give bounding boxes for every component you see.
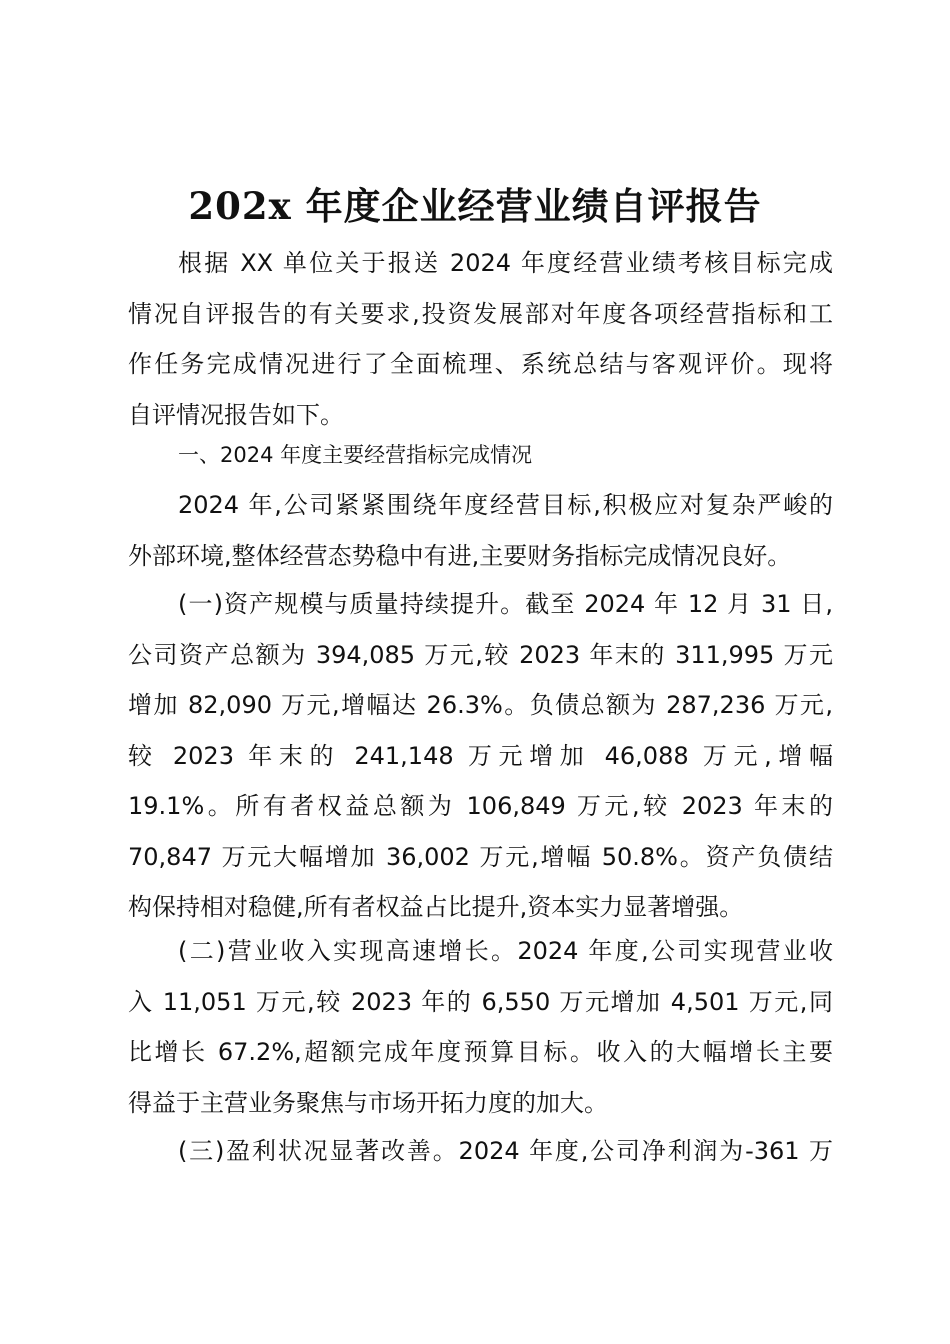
paragraph-line: 19.1%。所有者权益总额为 106,849 万元,较 2023 年末的 — [128, 792, 833, 820]
paragraph-line: 增加 82,090 万元,增幅达 26.3%。负债总额为 287,236 万元, — [128, 691, 833, 719]
assets-paragraph — [128, 579, 833, 933]
profit-paragraph — [128, 1126, 833, 1177]
section-heading-1 — [128, 430, 833, 481]
paragraph-line: 入 11,051 万元,较 2023 年的 6,550 万元增加 4,501 万元,同 — [128, 987, 833, 1016]
overview-paragraph — [128, 480, 833, 581]
paragraph-line: (二)营业收入实现高速增长。2024 年度,公司实现营业收 — [178, 937, 833, 965]
paragraph-line: 得益于主营业务聚焦与市场开拓力度的加大。 — [128, 1088, 608, 1117]
paragraph-line: 根据 XX 单位关于报送 2024 年度经营业绩考核目标完成 — [178, 249, 833, 277]
paragraph-line: 比增长 67.2%,超额完成年度预算目标。收入的大幅增长主要 — [128, 1038, 833, 1066]
paragraph-line: 作任务完成情况进行了全面梳理、系统总结与客观评价。现将 — [128, 350, 833, 378]
revenue-paragraph — [128, 926, 833, 1128]
paragraph-line: 构保持相对稳健,所有者权益占比提升,资本实力显著增强。 — [128, 893, 744, 921]
paragraph-line: 较 2023 年末的 241,148 万元增加 46,088 万元,增幅 — [128, 741, 833, 770]
paragraph-line: 公司资产总额为 394,085 万元,较 2023 年末的 311,995 万元 — [128, 640, 833, 669]
paragraph-line: 外部环境,整体经营态势稳中有进,主要财务指标完成情况良好。 — [128, 541, 792, 570]
paragraph-line: (三)盈利状况显著改善。2024 年度,公司净利润为-361 万 — [178, 1137, 833, 1165]
document-title: 202x 年度企业经营业绩自评报告 — [188, 184, 762, 228]
paragraph-line: 70,847 万元大幅增加 36,002 万元,增幅 50.8%。资产负债结 — [128, 842, 833, 871]
heading-text: 一、2024 年度主要经营指标完成情况 — [178, 443, 533, 467]
paragraph-line: (一)资产规模与质量持续提升。截至 2024 年 12 月 31 日, — [178, 590, 833, 618]
intro-paragraph — [128, 238, 833, 440]
paragraph-line: 2024 年,公司紧紧围绕年度经营目标,积极应对复杂严峻的 — [178, 491, 833, 519]
paragraph-line: 自评情况报告如下。 — [128, 400, 344, 429]
paragraph-line: 情况自评报告的有关要求,投资发展部对年度各项经营指标和工 — [128, 299, 833, 328]
